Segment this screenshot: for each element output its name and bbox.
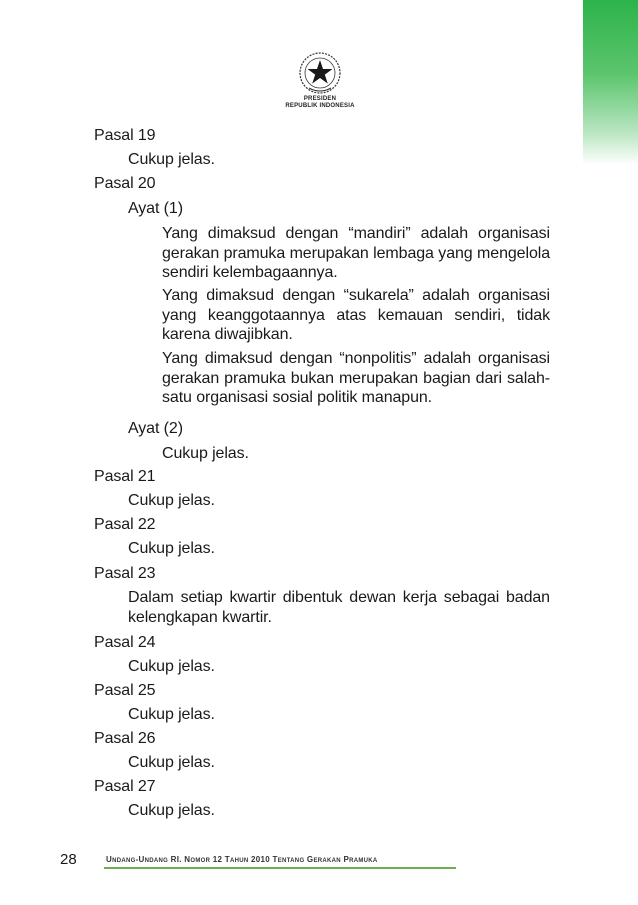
pasal-22-text: Cukup jelas. xyxy=(128,540,215,557)
pasal-26-text: Cukup jelas. xyxy=(128,754,215,771)
pasal-21-text: Cukup jelas. xyxy=(128,492,215,509)
page-number: 28 xyxy=(60,851,77,868)
emblem-caption-line2: REPUBLIK INDONESIA xyxy=(285,103,355,109)
footer-document-title: Undang-Undang RI. Nomor 12 Tahun 2010 Tentang Gerakan Pramuka xyxy=(106,855,378,864)
pasal-21-heading: Pasal 21 xyxy=(94,468,156,485)
pasal-24-heading: Pasal 24 xyxy=(94,634,156,651)
pasal-24-text: Cukup jelas. xyxy=(128,658,215,675)
pasal-20-ayat-1-paragraph-sukarela: Yang dimaksud dengan “sukarela” adalah organisasi yang keanggotaannya atas kemauan sendiri, tidak karena diwajibkan. xyxy=(162,287,550,343)
pasal-20-ayat-1-paragraph-nonpolitis: Yang dimaksud dengan “nonpolitis” adalah organisasi gerakan pramuka bukan merupakan bagian dari salah-satu organisasi sosial politik manapun. xyxy=(162,350,550,406)
corner-accent-tab xyxy=(583,0,638,165)
pasal-27-text: Cukup jelas. xyxy=(128,802,215,819)
garuda-star-emblem-icon xyxy=(297,50,343,96)
pasal-20-ayat-1-paragraph-mandiri: Yang dimaksud dengan “mandiri” adalah organisasi gerakan pramuka merupakan lembaga yang mengelola sendiri kelembagaannya. xyxy=(162,225,550,281)
emblem-caption-line1: PRESIDEN xyxy=(303,96,337,102)
pasal-25-text: Cukup jelas. xyxy=(128,706,215,723)
pasal-20-ayat-1-label: Ayat (1) xyxy=(128,200,183,217)
pasal-20-ayat-2-label: Ayat (2) xyxy=(128,420,183,437)
pasal-23-heading: Pasal 23 xyxy=(94,565,156,582)
pasal-22-heading: Pasal 22 xyxy=(94,516,156,533)
pasal-20-ayat-2-text: Cukup jelas. xyxy=(162,445,249,462)
pasal-23-text: Dalam setiap kwartir dibentuk dewan kerja sebagai badan kelengkapan kwartir. xyxy=(128,589,550,626)
page-footer xyxy=(0,849,638,875)
pasal-26-heading: Pasal 26 xyxy=(94,730,156,747)
pasal-19-text: Cukup jelas. xyxy=(128,151,215,168)
footer-underline xyxy=(104,867,456,869)
pasal-20-heading: Pasal 20 xyxy=(94,175,156,192)
pasal-19-heading: Pasal 19 xyxy=(94,127,156,144)
presidential-emblem xyxy=(275,50,365,120)
pasal-27-heading: Pasal 27 xyxy=(94,778,156,795)
pasal-25-heading: Pasal 25 xyxy=(94,682,156,699)
